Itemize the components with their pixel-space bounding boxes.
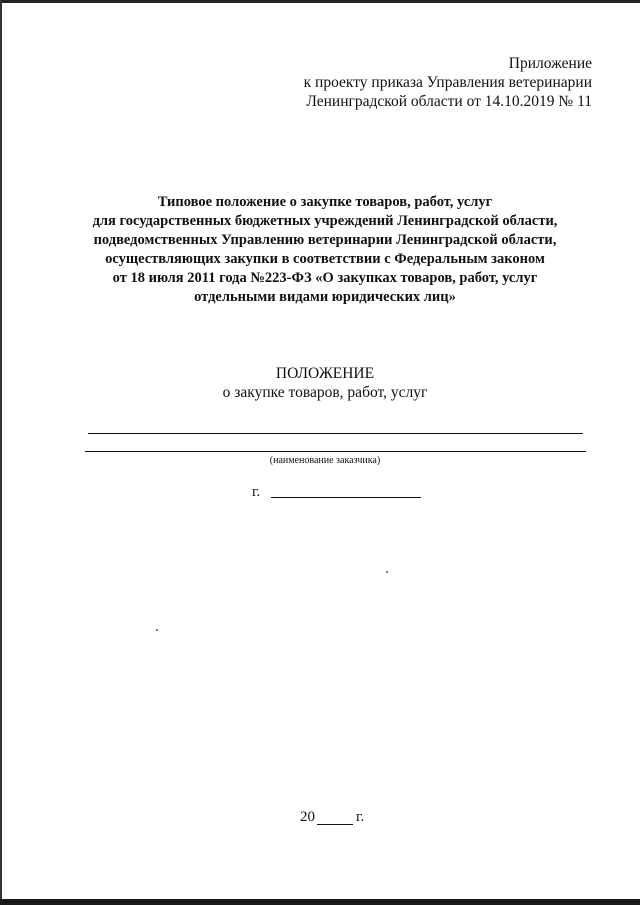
appendix-line-2: к проекту приказа Управления ветеринарии	[303, 74, 592, 91]
customer-name-caption: (наименование заказчика)	[269, 455, 381, 466]
year-prefix: 20	[300, 809, 315, 825]
scan-border-top	[0, 0, 640, 3]
city-blank-line	[271, 497, 421, 498]
scan-speck	[156, 629, 158, 631]
appendix-block	[304, 54, 592, 111]
heading-main: ПОЛОЖЕНИЕ	[275, 365, 375, 382]
document-title	[60, 193, 590, 307]
title-line-1: Типовое положение о закупке товаров, работ, услуг	[157, 194, 493, 210]
scan-border-bottom	[0, 899, 640, 905]
title-line-4: осуществляющих закупки в соответствии с Федеральным законом	[105, 251, 545, 267]
title-line-3: подведомственных Управлению ветеринарии Ленинградской области,	[93, 232, 557, 248]
appendix-line-3: Ленинградской области от 14.10.2019 № 11	[306, 93, 592, 110]
title-line-5: от 18 июля 2011 года №223-ФЗ «О закупках товаров, работ, услуг	[112, 270, 538, 286]
title-line-6: отдельными видами юридических лиц»	[194, 289, 456, 305]
regulation-heading	[60, 364, 590, 402]
year-blank-line	[317, 824, 353, 825]
title-line-2: для государственных бюджетных учреждений Ленинградской области,	[92, 213, 558, 229]
heading-sub: о закупке товаров, работ, услуг	[222, 384, 428, 401]
year-suffix: г.	[356, 809, 365, 825]
customer-name-line-1	[88, 433, 583, 434]
city-label: г.	[252, 484, 261, 500]
scan-border-left	[0, 0, 2, 905]
customer-name-line-2	[85, 451, 586, 452]
scan-speck	[386, 571, 388, 573]
appendix-line-1: Приложение	[508, 55, 592, 72]
